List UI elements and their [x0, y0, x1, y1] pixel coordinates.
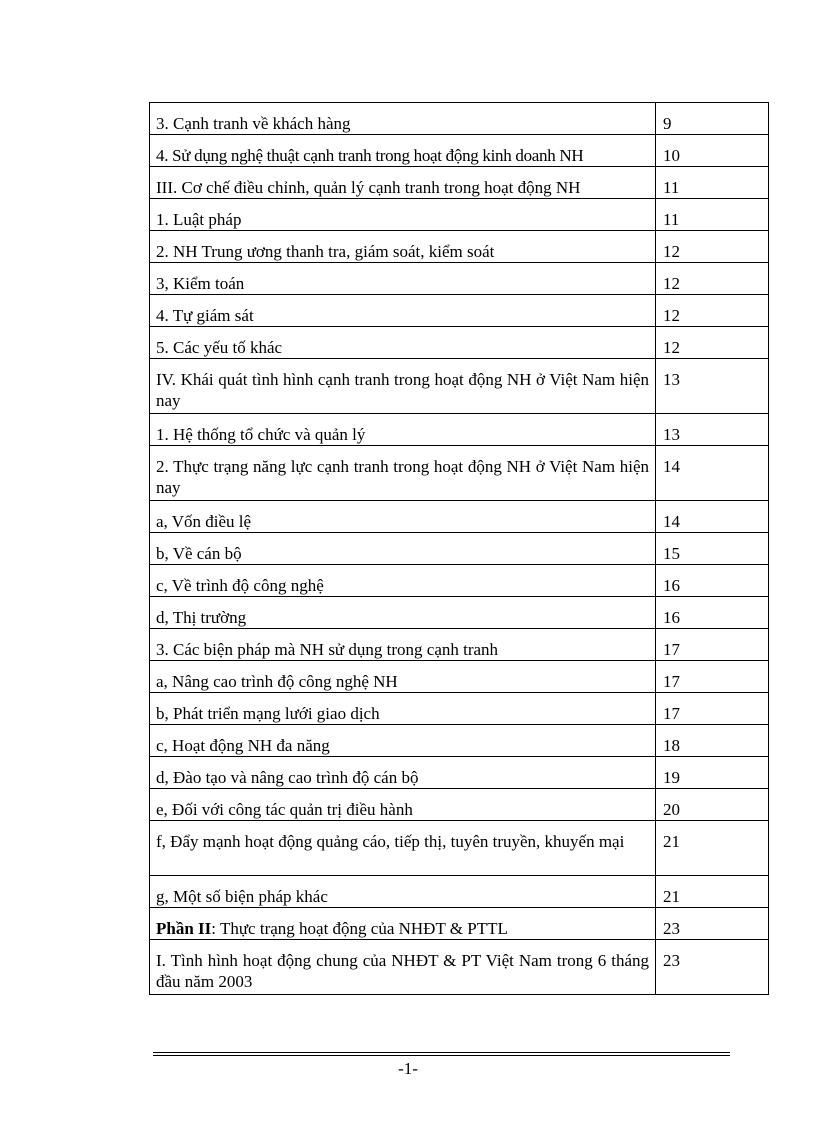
toc-page-number: 17 [656, 661, 769, 693]
toc-entry: d, Đào tạo và nâng cao trình độ cán bộ [150, 757, 656, 789]
toc-row [150, 414, 769, 446]
toc-page-number: 9 [656, 103, 769, 135]
toc-row [150, 629, 769, 661]
toc-page-number: 18 [656, 725, 769, 757]
toc-row [150, 757, 769, 789]
toc-page-number: 16 [656, 597, 769, 629]
toc-row [150, 327, 769, 359]
toc-row [150, 533, 769, 565]
toc-page-number: 17 [656, 629, 769, 661]
toc-entry: III. Cơ chế điều chỉnh, quản lý cạnh tranh trong hoạt động NH [150, 167, 656, 199]
toc-row [150, 940, 769, 995]
toc-entry: c, Hoạt động NH đa năng [150, 725, 656, 757]
toc-entry: a, Vốn điều lệ [150, 501, 656, 533]
toc-row [150, 725, 769, 757]
toc-entry: a, Nâng cao trình độ công nghệ NH [150, 661, 656, 693]
toc-row [150, 876, 769, 908]
toc-entry: 2. Thực trạng năng lực cạnh tranh trong hoạt động NH ở Việt Nam hiện nay [150, 446, 656, 501]
toc-row [150, 295, 769, 327]
part-title: : Thực trạng hoạt động của NHĐT & PTTL [211, 919, 508, 938]
toc-row [150, 103, 769, 135]
toc-entry: I. Tình hình hoạt động chung của NHĐT & PT Việt Nam trong 6 tháng đầu năm 2003 [150, 940, 656, 995]
toc-page-number: 12 [656, 263, 769, 295]
toc-page-number: 17 [656, 693, 769, 725]
toc-page-number: 10 [656, 135, 769, 167]
toc-row [150, 597, 769, 629]
toc-row [150, 135, 769, 167]
toc-entry: 4. Tự giám sát [150, 295, 656, 327]
toc-row [150, 501, 769, 533]
toc-entry: 2. NH Trung ương thanh tra, giám soát, kiểm soát [150, 231, 656, 263]
toc-entry: 4. Sử dụng nghệ thuật cạnh tranh trong hoạt động kinh doanh NH [150, 135, 656, 167]
toc-page-number: 14 [656, 501, 769, 533]
toc-row [150, 789, 769, 821]
toc-row [150, 263, 769, 295]
part-label: Phần II [156, 919, 212, 938]
toc-row [150, 908, 769, 940]
toc-entry [150, 908, 656, 940]
toc-page-number: 21 [656, 876, 769, 908]
toc-row [150, 446, 769, 501]
footer-rule-top [153, 1052, 730, 1053]
table-of-contents [149, 102, 769, 995]
toc-entry: e, Đối với công tác quản trị điều hành [150, 789, 656, 821]
toc-entry: IV. Khái quát tình hình cạnh tranh trong hoạt động NH ở Việt Nam hiện nay [150, 359, 656, 414]
toc-row [150, 821, 769, 876]
toc-page-number: 13 [656, 359, 769, 414]
toc-page-number: 14 [656, 446, 769, 501]
toc-entry: d, Thị trường [150, 597, 656, 629]
toc-page-number: 20 [656, 789, 769, 821]
toc-page-number: 11 [656, 199, 769, 231]
toc-entry: 3. Các biện pháp mà NH sử dụng trong cạnh tranh [150, 629, 656, 661]
toc-page-number: 21 [656, 821, 769, 876]
toc-row [150, 199, 769, 231]
toc-row [150, 231, 769, 263]
toc-page-number: 12 [656, 231, 769, 263]
toc-page-number: 12 [656, 295, 769, 327]
toc-entry: 3, Kiểm toán [150, 263, 656, 295]
toc-page-number: 19 [656, 757, 769, 789]
toc-page-number: 13 [656, 414, 769, 446]
toc-page-number: 16 [656, 565, 769, 597]
toc-entry: 5. Các yếu tố khác [150, 327, 656, 359]
toc-page-number: 15 [656, 533, 769, 565]
toc-entry: g, Một số biện pháp khác [150, 876, 656, 908]
page-number: -1- [398, 1059, 418, 1078]
toc-entry: f, Đẩy mạnh hoạt động quảng cáo, tiếp thị, tuyên truyền, khuyến mại [150, 821, 656, 876]
toc-entry: b, Phát triển mạng lưới giao dịch [150, 693, 656, 725]
footer-rule-bottom [153, 1055, 730, 1056]
toc-page-number: 12 [656, 327, 769, 359]
toc-row [150, 359, 769, 414]
toc-entry: 1. Luật pháp [150, 199, 656, 231]
toc-page-number: 23 [656, 940, 769, 995]
toc-page-number: 23 [656, 908, 769, 940]
toc-entry: 3. Cạnh tranh về khách hàng [150, 103, 656, 135]
toc-row [150, 565, 769, 597]
toc-entry: b, Về cán bộ [150, 533, 656, 565]
toc-row [150, 693, 769, 725]
toc-entry: c, Về trình độ công nghệ [150, 565, 656, 597]
toc-entry: 1. Hệ thống tổ chức và quản lý [150, 414, 656, 446]
toc-row [150, 167, 769, 199]
toc-page-number: 11 [656, 167, 769, 199]
toc-row [150, 661, 769, 693]
